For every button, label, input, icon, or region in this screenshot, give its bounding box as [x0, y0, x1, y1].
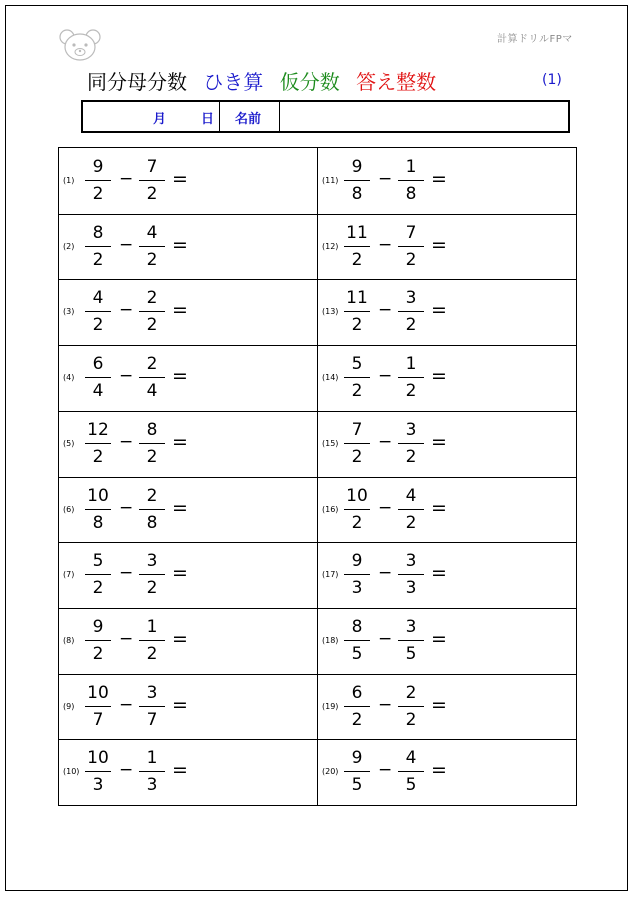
subtrahend-fraction — [139, 484, 165, 535]
minus-sign: − — [119, 497, 134, 518]
numerator: 9 — [351, 748, 363, 769]
equals-sign: = — [172, 233, 188, 256]
denominator: 2 — [92, 184, 104, 204]
numerator: 5 — [351, 354, 363, 375]
problem-number: (14) — [322, 373, 339, 383]
title-part-integer-answer: 答え整数 — [356, 70, 437, 94]
numerator: 11 — [346, 288, 368, 309]
denominator: 2 — [405, 249, 417, 270]
numerator: 1 — [405, 354, 417, 375]
minuend-fraction — [344, 286, 370, 337]
problem-cell — [59, 279, 317, 344]
denominator: 2 — [351, 709, 363, 730]
fraction-bar — [139, 771, 165, 772]
problem-number: (17) — [322, 570, 339, 580]
problem-number: (5) — [63, 438, 75, 448]
minuend-fraction — [344, 418, 370, 469]
equals-sign: = — [431, 299, 447, 322]
minus-sign: − — [378, 628, 393, 649]
equals-sign: = — [431, 693, 447, 716]
subtrahend-fraction — [398, 746, 424, 797]
minuend-fraction — [85, 155, 111, 206]
numerator: 4 — [405, 485, 417, 506]
denominator: 5 — [351, 775, 363, 796]
numerator: 3 — [405, 419, 417, 440]
numerator: 8 — [92, 222, 104, 243]
fraction-bar — [139, 443, 165, 444]
subtrahend-fraction — [139, 286, 165, 337]
equals-sign: = — [172, 430, 188, 453]
numerator: 2 — [405, 682, 417, 703]
subtrahend-fraction — [398, 549, 424, 600]
problem-cell — [318, 739, 576, 804]
denominator: 2 — [351, 249, 363, 270]
minus-sign: − — [378, 366, 393, 387]
numerator: 1 — [405, 157, 417, 177]
fraction-bar — [398, 377, 424, 378]
minus-sign: − — [119, 628, 134, 649]
fraction-bar — [139, 509, 165, 510]
minuend-fraction — [344, 484, 370, 535]
fraction-bar — [344, 311, 370, 312]
denominator: 8 — [92, 512, 104, 533]
minus-sign: − — [119, 694, 134, 715]
brand-label: 計算ドリルFPマ — [497, 34, 573, 45]
problem-number: (13) — [322, 307, 339, 317]
fraction-bar — [398, 706, 424, 707]
problem-number: (20) — [322, 767, 339, 777]
equals-sign: = — [431, 496, 447, 519]
problem-number: (4) — [63, 373, 75, 383]
problem-cell — [318, 542, 576, 607]
minuend-fraction — [85, 615, 111, 666]
problem-number: (19) — [322, 701, 339, 711]
denominator: 2 — [405, 446, 417, 467]
subtrahend-fraction — [139, 746, 165, 797]
fraction-bar — [398, 771, 424, 772]
denominator: 2 — [146, 446, 158, 467]
fraction-bar — [398, 311, 424, 312]
fraction-bar — [344, 574, 370, 575]
problem-cell — [59, 214, 317, 279]
minuend-fraction — [85, 746, 111, 797]
equals-sign: = — [172, 627, 188, 650]
numerator: 7 — [405, 222, 417, 243]
fraction-bar — [344, 706, 370, 707]
equals-sign: = — [172, 759, 188, 782]
denominator: 2 — [92, 446, 104, 467]
fraction-bar — [85, 640, 111, 641]
problem-cell — [318, 214, 576, 279]
equals-sign: = — [431, 365, 447, 388]
fraction-bar — [139, 246, 165, 247]
denominator: 3 — [351, 578, 363, 599]
subtrahend-fraction — [398, 221, 424, 272]
numerator: 3 — [146, 551, 158, 572]
problem-number: (11) — [322, 176, 339, 185]
minuend-fraction — [85, 418, 111, 469]
denominator: 4 — [146, 381, 158, 402]
fraction-bar — [85, 246, 111, 247]
numerator: 6 — [351, 682, 363, 703]
month-label: 月 — [153, 112, 167, 127]
problem-number: (3) — [63, 307, 75, 317]
denominator: 5 — [405, 643, 417, 664]
problem-number: (6) — [63, 504, 75, 514]
subtrahend-fraction — [398, 615, 424, 666]
fraction-bar — [85, 180, 111, 181]
subtrahend-fraction — [398, 286, 424, 337]
numerator: 12 — [87, 419, 109, 440]
problem-cell — [59, 477, 317, 542]
minuend-fraction — [344, 746, 370, 797]
problem-number: (9) — [63, 701, 75, 711]
denominator: 2 — [351, 381, 363, 402]
minuend-fraction — [344, 221, 370, 272]
title-part-subtraction: ひき算 — [203, 70, 264, 94]
minus-sign: − — [119, 234, 134, 255]
denominator: 8 — [146, 512, 158, 533]
subtrahend-fraction — [139, 549, 165, 600]
numerator: 3 — [146, 682, 158, 703]
minus-sign: − — [119, 366, 134, 387]
fraction-bar — [344, 180, 370, 181]
title-part-improper: 仮分数 — [279, 70, 340, 94]
problem-number: (7) — [63, 570, 75, 580]
numerator: 3 — [405, 551, 417, 572]
minuend-fraction — [344, 681, 370, 732]
denominator: 2 — [146, 184, 158, 204]
minus-sign: − — [378, 431, 393, 452]
problem-cell — [318, 674, 576, 739]
denominator: 2 — [92, 249, 104, 270]
numerator: 3 — [405, 616, 417, 637]
numerator: 1 — [146, 616, 158, 637]
numerator: 7 — [351, 419, 363, 440]
problem-cell — [318, 608, 576, 673]
minuend-fraction — [344, 615, 370, 666]
equals-sign: = — [431, 759, 447, 782]
fraction-bar — [139, 574, 165, 575]
numerator: 8 — [146, 419, 158, 440]
numerator: 11 — [346, 222, 368, 243]
denominator: 3 — [92, 775, 104, 796]
problem-number: (15) — [322, 438, 339, 448]
problem-cell — [59, 542, 317, 607]
subtrahend-fraction — [139, 418, 165, 469]
subtrahend-fraction — [398, 681, 424, 732]
denominator: 5 — [405, 775, 417, 796]
denominator: 2 — [146, 315, 158, 336]
numerator: 8 — [351, 616, 363, 637]
fraction-bar — [139, 180, 165, 181]
name-bar-divider — [219, 102, 220, 131]
numerator: 3 — [405, 288, 417, 309]
problem-cell — [59, 411, 317, 476]
numerator: 7 — [146, 157, 158, 177]
numerator: 1 — [146, 748, 158, 769]
minus-sign: − — [119, 300, 134, 321]
fraction-bar — [85, 706, 111, 707]
fraction-bar — [398, 443, 424, 444]
denominator: 2 — [405, 315, 417, 336]
denominator: 2 — [351, 446, 363, 467]
subtrahend-fraction — [139, 221, 165, 272]
denominator: 3 — [405, 578, 417, 599]
denominator: 2 — [405, 381, 417, 402]
fraction-bar — [85, 377, 111, 378]
fraction-bar — [344, 246, 370, 247]
problem-cell — [59, 674, 317, 739]
subtrahend-fraction — [398, 484, 424, 535]
problem-number: (16) — [322, 504, 339, 514]
numerator: 9 — [92, 616, 104, 637]
denominator: 2 — [351, 315, 363, 336]
numerator: 9 — [351, 551, 363, 572]
minuend-fraction — [85, 352, 111, 403]
denominator: 2 — [405, 709, 417, 730]
minuend-fraction — [344, 549, 370, 600]
problem-cell — [59, 739, 317, 804]
minuend-fraction — [344, 352, 370, 403]
fraction-bar — [398, 574, 424, 575]
minus-sign: − — [378, 760, 393, 781]
minus-sign: − — [378, 300, 393, 321]
problem-cell — [318, 477, 576, 542]
minus-sign: − — [378, 694, 393, 715]
numerator: 10 — [87, 485, 109, 506]
problem-number: (1) — [63, 176, 75, 185]
bear-logo-icon — [58, 28, 102, 62]
subtrahend-fraction — [398, 418, 424, 469]
denominator: 2 — [146, 578, 158, 599]
fraction-bar — [139, 377, 165, 378]
problem-cell — [318, 345, 576, 410]
fraction-bar — [139, 311, 165, 312]
denominator: 2 — [146, 643, 158, 664]
denominator: 7 — [146, 709, 158, 730]
minus-sign: − — [119, 563, 134, 584]
minuend-fraction — [85, 221, 111, 272]
minus-sign: − — [119, 169, 134, 189]
equals-sign: = — [172, 365, 188, 388]
denominator: 8 — [351, 184, 363, 204]
minus-sign: − — [378, 497, 393, 518]
problem-cell — [318, 411, 576, 476]
minus-sign: − — [378, 234, 393, 255]
problem-grid — [58, 147, 577, 806]
equals-sign: = — [431, 562, 447, 585]
equals-sign: = — [172, 693, 188, 716]
numerator: 2 — [146, 485, 158, 506]
numerator: 9 — [351, 157, 363, 177]
numerator: 5 — [92, 551, 104, 572]
numerator: 9 — [92, 157, 104, 177]
name-bar-divider — [279, 102, 280, 131]
problem-number: (10) — [63, 767, 80, 777]
problem-number: (8) — [63, 635, 75, 645]
denominator: 5 — [351, 643, 363, 664]
numerator: 2 — [146, 354, 158, 375]
fraction-bar — [139, 640, 165, 641]
minus-sign: − — [378, 563, 393, 584]
title-part-fractions: 同分母分数 — [87, 70, 187, 94]
subtrahend-fraction — [139, 615, 165, 666]
equals-sign: = — [172, 299, 188, 322]
fraction-bar — [85, 443, 111, 444]
denominator: 2 — [146, 249, 158, 270]
subtrahend-fraction — [139, 352, 165, 403]
denominator: 2 — [405, 512, 417, 533]
denominator: 2 — [92, 578, 104, 599]
problem-number: (12) — [322, 241, 339, 251]
subtrahend-fraction — [139, 155, 165, 206]
fraction-bar — [344, 377, 370, 378]
denominator: 2 — [92, 643, 104, 664]
numerator: 4 — [92, 288, 104, 309]
minus-sign: − — [119, 760, 134, 781]
problem-number: (2) — [63, 241, 75, 251]
minuend-fraction — [85, 549, 111, 600]
numerator: 2 — [146, 288, 158, 309]
fraction-bar — [398, 509, 424, 510]
subtrahend-fraction — [398, 352, 424, 403]
equals-sign: = — [431, 233, 447, 256]
minuend-fraction — [85, 484, 111, 535]
equals-sign: = — [431, 168, 447, 190]
fraction-bar — [344, 443, 370, 444]
minuend-fraction — [85, 681, 111, 732]
denominator: 8 — [405, 184, 417, 204]
subtrahend-fraction — [398, 155, 424, 206]
minuend-fraction — [85, 286, 111, 337]
worksheet-title — [87, 66, 446, 95]
equals-sign: = — [172, 562, 188, 585]
problem-cell — [318, 279, 576, 344]
fraction-bar — [398, 180, 424, 181]
equals-sign: = — [431, 627, 447, 650]
problem-cell — [318, 148, 576, 213]
fraction-bar — [344, 509, 370, 510]
minus-sign: − — [119, 431, 134, 452]
day-label: 日 — [201, 112, 215, 127]
subtrahend-fraction — [139, 681, 165, 732]
denominator: 4 — [92, 381, 104, 402]
denominator: 2 — [351, 512, 363, 533]
fraction-bar — [85, 311, 111, 312]
denominator: 3 — [146, 775, 158, 796]
name-date-bar — [81, 100, 570, 133]
denominator: 2 — [92, 315, 104, 336]
equals-sign: = — [172, 496, 188, 519]
problem-number: (18) — [322, 635, 339, 645]
equals-sign: = — [172, 168, 188, 190]
fraction-bar — [85, 574, 111, 575]
fraction-bar — [398, 246, 424, 247]
fraction-bar — [398, 640, 424, 641]
fraction-bar — [344, 771, 370, 772]
minuend-fraction — [344, 155, 370, 206]
sheet-number: (1) — [542, 72, 562, 88]
fraction-bar — [344, 640, 370, 641]
minus-sign: − — [378, 169, 393, 189]
numerator: 10 — [87, 748, 109, 769]
denominator: 7 — [92, 709, 104, 730]
numerator: 6 — [92, 354, 104, 375]
fraction-bar — [85, 509, 111, 510]
fraction-bar — [85, 771, 111, 772]
numerator: 10 — [87, 682, 109, 703]
name-label: 名前 — [235, 112, 262, 127]
numerator: 4 — [146, 222, 158, 243]
equals-sign: = — [431, 430, 447, 453]
problem-cell — [59, 345, 317, 410]
numerator: 10 — [346, 485, 368, 506]
problem-cell — [59, 148, 317, 213]
problem-cell — [59, 608, 317, 673]
fraction-bar — [139, 706, 165, 707]
numerator: 4 — [405, 748, 417, 769]
